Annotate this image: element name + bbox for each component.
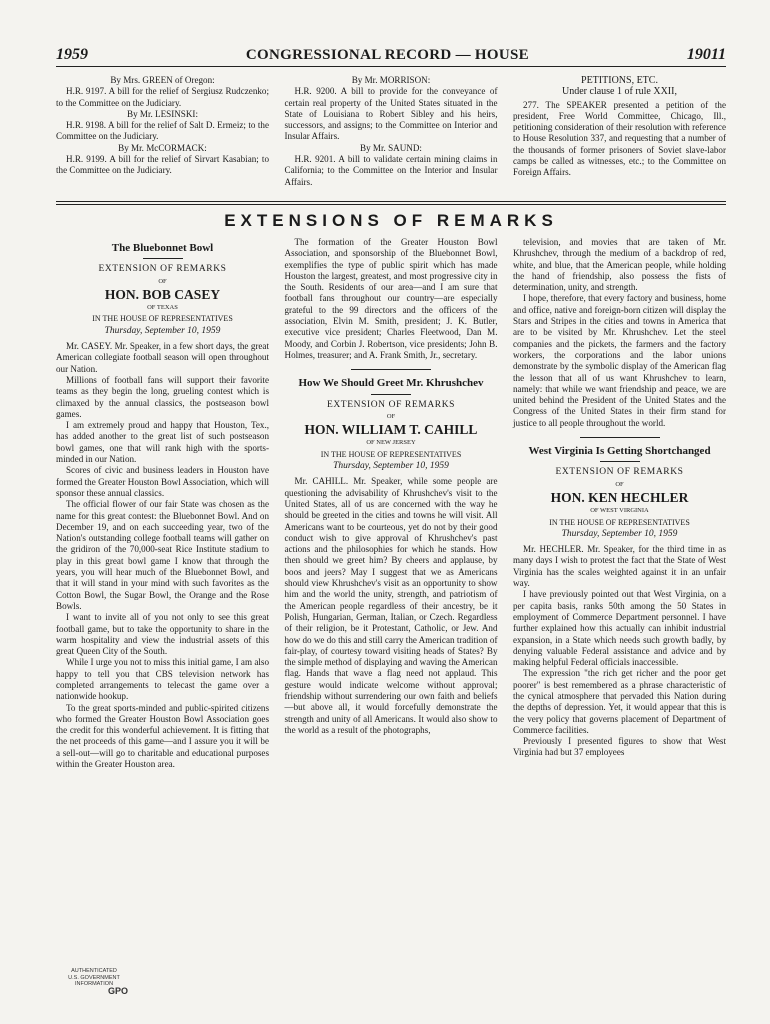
paragraph: Mr. CASEY. Mr. Speaker, in a few short days, the great American collegiate football season will open throughout our Nation.	[56, 341, 269, 374]
paragraph: To the great sports-minded and public-spirited citizens who formed the Greater Houston Bowl Association goes the credit for this wonderful achievement. It is fitting that the net proceeds of this game—and I assure you it will be a sell-out—will go to charitable and educational purposes within the Greater Houston area.	[56, 702, 269, 770]
section-title: How We Should Greet Mr. Khrushchev	[298, 377, 484, 390]
paragraph: television, and movies that are taken of Mr. Khrushchev, through the medium of a backdrop of red, white, and blue, that the American people, while holding the hand of friendship, also possess the fists of determination, unity, and strength.	[513, 237, 726, 293]
house-label: IN THE HOUSE OF REPRESENTATIVES	[92, 314, 233, 324]
section-title: West Virginia Is Getting Shortchanged	[528, 445, 711, 458]
petitions-column	[513, 75, 726, 199]
paragraph: Mr. HECHLER. Mr. Speaker, for the third time in as many days I wish to protest the fact that the State of West Virginia has the scales weighted against it in an unfair way.	[513, 544, 726, 589]
paragraph: The official flower of our fair State was chosen as the name for this great contest: the Bluebonnet Bowl. And on December 19, and on each succeeding year, two of the Nation's outstanding college football teams will gather on the gridiron of the 70,000-seat Rice Institute stadium to play in this great bowl game I know that through the years, you will hear much of the Bluebonnet Bowl, and that it will stand in your mind with such favorites as the Cotton Bowl, the Sugar Bowl, the Orange and the Rose Bowls.	[56, 499, 269, 611]
extension-label: EXTENSION OF REMARKS	[326, 399, 456, 410]
section-rule	[600, 461, 640, 462]
double-rule-top	[56, 201, 726, 202]
seal-line-3: INFORMATION	[74, 981, 114, 987]
paragraph: The formation of the Greater Houston Bowl Association, and sponsorship of the Bluebonnet Bowl, exemplifies the type of public spirit which has made Houston the largest, greatest, and most progressive city in the South. Residents of our area—and I am sure that football fans throughout our country—are especially grateful to the 99 directors and the officers of the association, Elvin M. Smith, president; J. K. Butler, executive vice president; Charles Fleetwood, Dan M. Moody, and Corbin J. Robertson, vice presidents; John B. Holmes, treasurer; and A. Frank Smith, Jr., secretary.	[284, 237, 498, 360]
section-rule	[143, 258, 183, 259]
body-text	[285, 237, 498, 361]
sponsor-line: By Mr. McCORMACK:	[118, 142, 207, 153]
member-name: HON. WILLIAM T. CAHILL	[304, 422, 478, 438]
of-label: OF	[158, 277, 167, 285]
extension-label: EXTENSION OF REMARKS	[98, 264, 227, 275]
member-name: HON. KEN HECHLER	[550, 489, 689, 505]
body-text	[285, 476, 498, 736]
remarks-date: Thursday, September 10, 1959	[561, 528, 678, 539]
petition-text: 277. The SPEAKER presented a petition of the president, Free World Committee, Chicago, Ill., petitioning consideration of their resolution with reference to House Resolution 337, and requesting that a number of the thousands of former prisoners of Soviet slave-labor camps be called as witnesses, etc.; to the Committee on Foreign Affairs.	[513, 99, 726, 178]
sponsor-line: By Mr. LESINSKI:	[127, 108, 198, 119]
page-header	[56, 46, 726, 67]
page-year: 1959	[56, 46, 88, 63]
paragraph: The expression "the rich get richer and the poor get poorer" is best remembered as a phrase characteristic of the cynical atmosphere that pervaded this Nation during the depths of depression. Yet, it would appear that this is the very policy that governs placement of Department of Commerce facilities.	[513, 668, 726, 735]
petitions-heading: PETITIONS, ETC.	[581, 75, 658, 86]
extensions-body	[56, 237, 726, 770]
member-state: OF WEST VIRGINIA	[590, 507, 649, 515]
paragraph: Mr. CAHILL. Mr. Speaker, while some people are questioning the advisability of Khrushchev's visit to the United States, all of us are concerned with the way he should be greeted in the cities and towns he will visit. All Americans want to be courteous, yet do not by their good conduct wish to give approval of Khrushchev's past actions and the philosophies for which he stands. How then should we greet him? By cheers and applause, by boos and jeers? May I suggest that we as Americans should view Khrushchev's visit as an opportunity to show him and the world the unity, strength, and patriotism of the American people regardless of their ancestry, be it Polish, Hungarian, German, Italian, or Czech. Regardless of their religion, be it Protestant, Catholic, or Jew. And how do we do this and still carry the American tradition of fair-play, of courtesy toward visiting heads of States? By the simple method of displaying and waving the American flag. Hands that wave a flag need not applaud. This gesture would indicate welcome without approval; friendship without surrendering our own faith and beliefs—but above all, it would forcefully demonstrate the strength and unity of all Americans. It would also show to the world as a result of the photographs,	[284, 476, 498, 735]
remarks-date: Thursday, September 10, 1959	[104, 325, 221, 336]
member-state: OF NEW JERSEY	[366, 439, 416, 447]
extensions-title: EXTENSIONS OF REMARKS	[224, 211, 558, 230]
bill-text: H.R. 9199. A bill for the relief of Sirvart Kasabian; to the Committee on the Judiciary.	[56, 154, 269, 176]
body-text	[56, 341, 269, 770]
top-section	[56, 75, 726, 199]
bill-text: H.R. 9201. A bill to validate certain mining claims in California; to the Committee on the Interior and Insular Affairs.	[284, 154, 498, 187]
paragraph: I have previously pointed out that West Virginia, on a per capita basis, ranks 50th among the 50 States in employment of Commerce Department personnel. I have further explained how this actually can inhibit industrial expansion, in a State which needs such growth badly, by denying valuable Federal assistance and advice and by making helpful Federal officials inaccessible.	[513, 589, 726, 668]
paragraph: I am extremely proud and happy that Houston, Tex., has added another to the great list of such postseason bowl games, one that will rank high with the sports-minded in our Nation.	[56, 420, 269, 465]
paragraph: I want to invite all of you not only to see this great football game, but to take the opportunity to share in the warm hospitality and view the industrial assets of this great Queen City of the South.	[56, 612, 269, 657]
column-3	[513, 237, 726, 770]
bill-text: H.R. 9198. A bill for the relief of Salt D. Ermeiz; to the Committee on the Judiciary.	[56, 120, 269, 142]
paragraph: While I urge you not to miss this initial game, I am also happy to tell you that CBS television network has completed arrangements to telecast the game over a nationwide hookup.	[56, 657, 269, 702]
extension-label: EXTENSION OF REMARKS	[555, 467, 684, 478]
remarks-date: Thursday, September 10, 1959	[333, 461, 449, 472]
bill-text: H.R. 9197. A bill for the relief of Sergiusz Rudczenko; to the Committee on the Judiciary.	[56, 86, 269, 108]
of-label: OF	[615, 480, 624, 488]
column-1	[56, 237, 269, 770]
member-name: HON. BOB CASEY	[104, 286, 221, 302]
page-title: CONGRESSIONAL RECORD — HOUSE	[245, 47, 529, 63]
house-label: IN THE HOUSE OF REPRESENTATIVES	[320, 449, 462, 459]
article-divider	[351, 369, 431, 370]
bill-text: H.R. 9200. A bill to provide for the conveyance of certain real property of the United States situated in the State of Louisiana to Robert Sibley and his heirs, successors, and assigns; to the Committee on Interior and Insular Affairs.	[284, 86, 498, 142]
seal-line-2: U.S. GOVERNMENT	[68, 974, 120, 981]
bills-column-1	[56, 75, 269, 199]
section-title: The Bluebonnet Bowl	[111, 242, 214, 254]
paragraph: Previously I presented figures to show that West Virginia had but 37 employees	[513, 736, 726, 758]
column-2	[285, 237, 498, 770]
article-divider	[580, 437, 660, 438]
body-text	[513, 544, 726, 759]
sponsor-line: By Mrs. GREEN of Oregon:	[110, 75, 215, 85]
bills-column-2	[285, 75, 498, 199]
house-label: IN THE HOUSE OF REPRESENTATIVES	[549, 517, 690, 527]
paragraph: Millions of football fans will support their favorite teams as they begin the long, grueling contest which is climaxed by the annual classics, the postseason bowl games.	[56, 374, 269, 419]
seal-line-1: AUTHENTICATED	[71, 968, 117, 974]
paragraph: Scores of civic and business leaders in Houston have formed the Greater Houston Bowl Association, which will sponsor these annual classics.	[56, 465, 269, 498]
of-label: OF	[386, 412, 396, 420]
paragraph: I hope, therefore, that every factory and business, home and office, native and foreign-born citizen will display the Stars and Stripes in the cities and towns in America that are to be visited by Mr. Khrushchev. Let the steel companies and the pickets, the farmers and the factory workers, the corporations and the labor unions demonstrate by the symbolic display of the American flag the lesson that all of us want Khrushchev to learn, namely: that while we want friendship and peace, we are united behind the President of the United States and the Congress of the United States in their firm stand for justice to all people throughout the world.	[513, 293, 726, 428]
page	[56, 46, 726, 770]
sponsor-line: By Mr. MORRISON:	[351, 75, 431, 85]
section-rule	[371, 394, 411, 395]
petitions-subheading: Under clause 1 of rule XXII,	[562, 86, 677, 98]
gpo-logo-icon: GPO	[107, 985, 128, 996]
page-number: 19011	[686, 46, 726, 63]
gpo-authentication-seal	[54, 968, 134, 994]
body-text	[513, 237, 726, 429]
double-rule-bottom	[56, 204, 726, 205]
member-state: OF TEXAS	[147, 304, 178, 312]
sponsor-line: By Mr. SAUND:	[360, 142, 422, 153]
